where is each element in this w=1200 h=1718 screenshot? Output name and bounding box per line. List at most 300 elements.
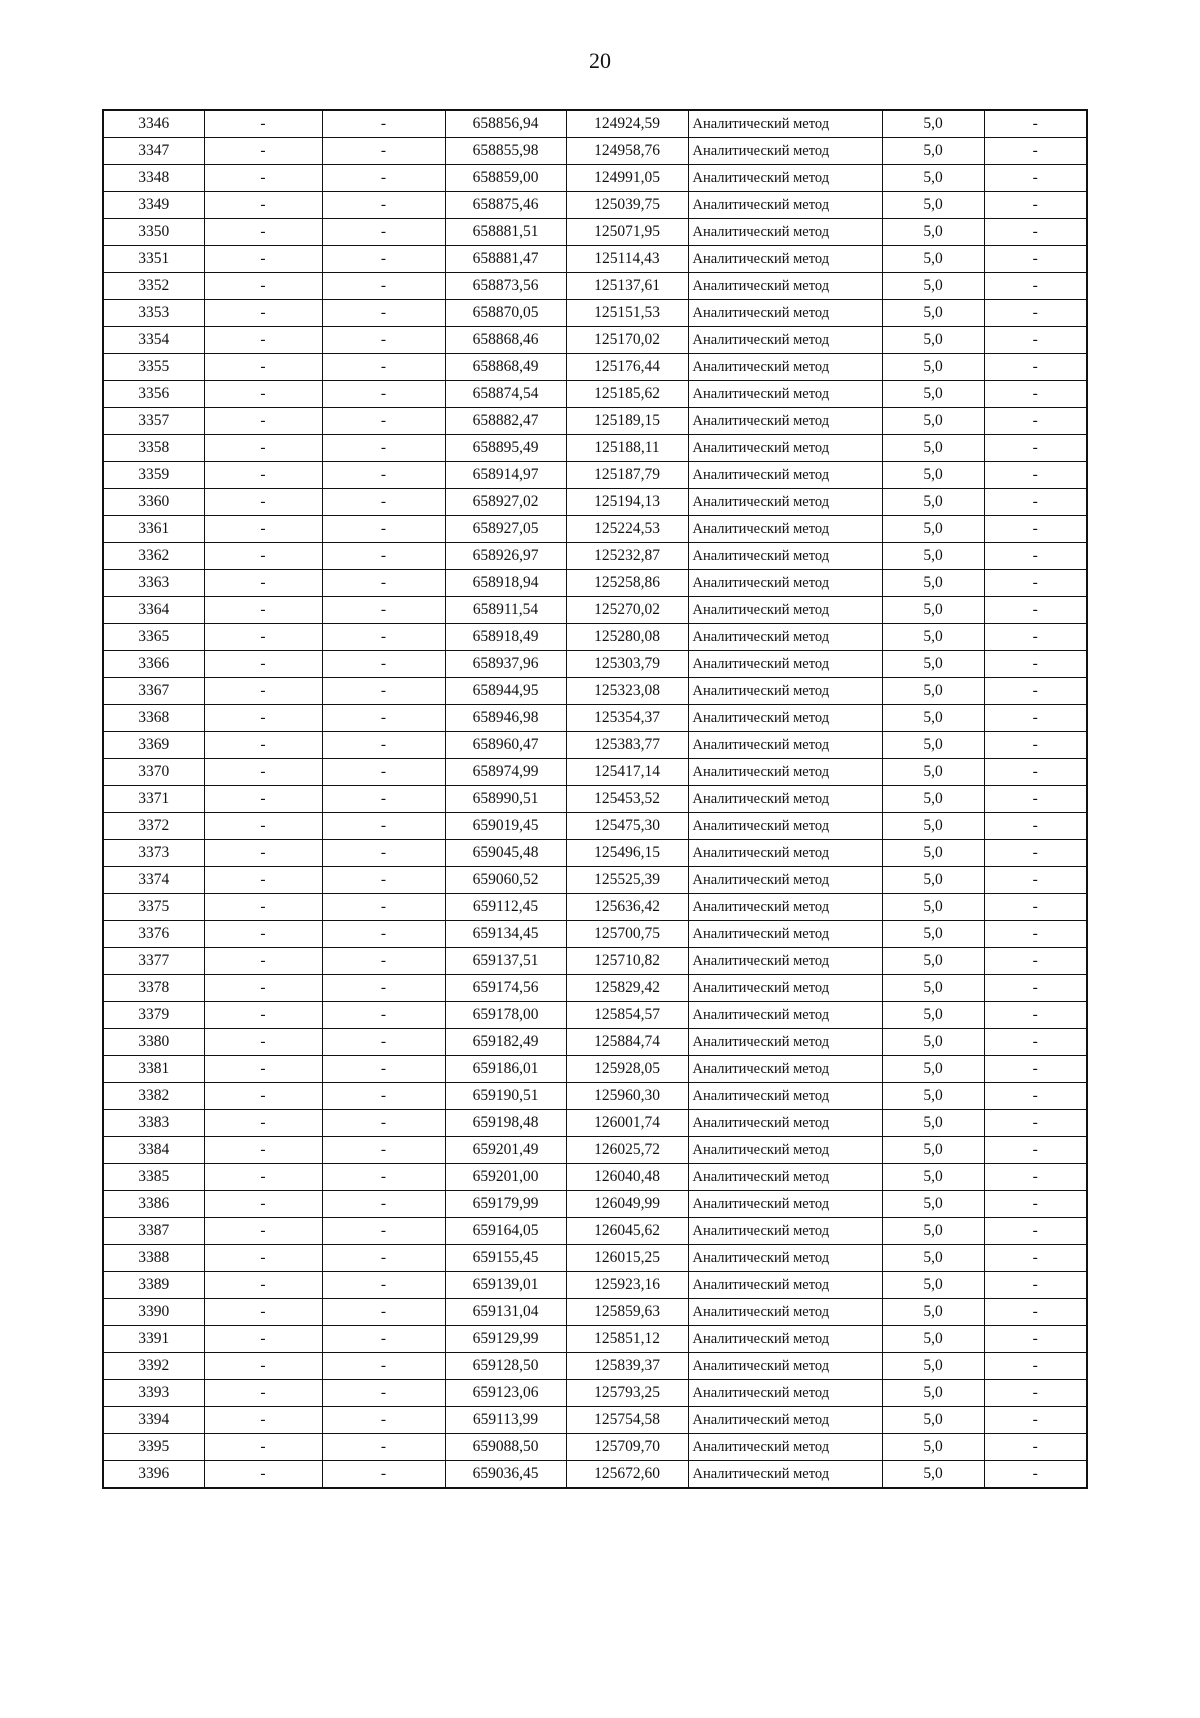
accuracy-cell: 5,0	[882, 327, 984, 354]
method-cell: Аналитический метод	[688, 1434, 882, 1461]
dash-cell: -	[322, 1299, 445, 1326]
method-cell: Аналитический метод	[688, 219, 882, 246]
dash-cell: -	[984, 597, 1087, 624]
dash-cell: -	[984, 327, 1087, 354]
method-cell: Аналитический метод	[688, 840, 882, 867]
y-coordinate-cell: 125383,77	[566, 732, 688, 759]
y-coordinate-cell: 125323,08	[566, 678, 688, 705]
y-coordinate-cell: 125185,62	[566, 381, 688, 408]
dash-cell: -	[984, 705, 1087, 732]
dash-cell: -	[204, 1353, 322, 1380]
method-cell: Аналитический метод	[688, 165, 882, 192]
table-row	[103, 516, 1087, 543]
dash-cell: -	[204, 1407, 322, 1434]
method-cell: Аналитический метод	[688, 678, 882, 705]
dash-cell: -	[322, 813, 445, 840]
accuracy-cell: 5,0	[882, 1137, 984, 1164]
table-row	[103, 651, 1087, 678]
dash-cell: -	[322, 110, 445, 138]
dash-cell: -	[322, 759, 445, 786]
method-cell: Аналитический метод	[688, 246, 882, 273]
y-coordinate-cell: 126015,25	[566, 1245, 688, 1272]
method-cell: Аналитический метод	[688, 867, 882, 894]
method-cell: Аналитический метод	[688, 1029, 882, 1056]
dash-cell: -	[204, 705, 322, 732]
dash-cell: -	[984, 732, 1087, 759]
x-coordinate-cell: 658946,98	[445, 705, 566, 732]
point-number-cell: 3375	[103, 894, 204, 921]
x-coordinate-cell: 659198,48	[445, 1110, 566, 1137]
dash-cell: -	[984, 1434, 1087, 1461]
y-coordinate-cell: 126045,62	[566, 1218, 688, 1245]
point-number-cell: 3380	[103, 1029, 204, 1056]
table-row	[103, 138, 1087, 165]
dash-cell: -	[322, 1353, 445, 1380]
x-coordinate-cell: 659131,04	[445, 1299, 566, 1326]
accuracy-cell: 5,0	[882, 732, 984, 759]
accuracy-cell: 5,0	[882, 165, 984, 192]
dash-cell: -	[204, 894, 322, 921]
x-coordinate-cell: 658927,02	[445, 489, 566, 516]
accuracy-cell: 5,0	[882, 759, 984, 786]
dash-cell: -	[322, 867, 445, 894]
dash-cell: -	[204, 1029, 322, 1056]
dash-cell: -	[984, 921, 1087, 948]
y-coordinate-cell: 124924,59	[566, 110, 688, 138]
point-number-cell: 3373	[103, 840, 204, 867]
dash-cell: -	[984, 1461, 1087, 1489]
point-number-cell: 3371	[103, 786, 204, 813]
dash-cell: -	[204, 381, 322, 408]
y-coordinate-cell: 125700,75	[566, 921, 688, 948]
method-cell: Аналитический метод	[688, 273, 882, 300]
table-row	[103, 1110, 1087, 1137]
accuracy-cell: 5,0	[882, 894, 984, 921]
method-cell: Аналитический метод	[688, 1164, 882, 1191]
x-coordinate-cell: 658855,98	[445, 138, 566, 165]
x-coordinate-cell: 659019,45	[445, 813, 566, 840]
method-cell: Аналитический метод	[688, 435, 882, 462]
table-row	[103, 1380, 1087, 1407]
dash-cell: -	[984, 1326, 1087, 1353]
dash-cell: -	[984, 1353, 1087, 1380]
dash-cell: -	[984, 273, 1087, 300]
dash-cell: -	[322, 1434, 445, 1461]
x-coordinate-cell: 659182,49	[445, 1029, 566, 1056]
dash-cell: -	[204, 1218, 322, 1245]
x-coordinate-cell: 658881,47	[445, 246, 566, 273]
dash-cell: -	[322, 1245, 445, 1272]
accuracy-cell: 5,0	[882, 921, 984, 948]
y-coordinate-cell: 125960,30	[566, 1083, 688, 1110]
method-cell: Аналитический метод	[688, 705, 882, 732]
dash-cell: -	[204, 1434, 322, 1461]
table-row	[103, 165, 1087, 192]
dash-cell: -	[204, 678, 322, 705]
dash-cell: -	[204, 813, 322, 840]
dash-cell: -	[322, 1407, 445, 1434]
accuracy-cell: 5,0	[882, 597, 984, 624]
accuracy-cell: 5,0	[882, 138, 984, 165]
x-coordinate-cell: 659174,56	[445, 975, 566, 1002]
x-coordinate-cell: 658859,00	[445, 165, 566, 192]
dash-cell: -	[322, 435, 445, 462]
y-coordinate-cell: 125839,37	[566, 1353, 688, 1380]
dash-cell: -	[204, 1110, 322, 1137]
dash-cell: -	[984, 570, 1087, 597]
table-row	[103, 840, 1087, 867]
point-number-cell: 3376	[103, 921, 204, 948]
dash-cell: -	[322, 624, 445, 651]
table-row	[103, 786, 1087, 813]
y-coordinate-cell: 125496,15	[566, 840, 688, 867]
dash-cell: -	[322, 1110, 445, 1137]
accuracy-cell: 5,0	[882, 300, 984, 327]
point-number-cell: 3377	[103, 948, 204, 975]
dash-cell: -	[984, 948, 1087, 975]
point-number-cell: 3355	[103, 354, 204, 381]
method-cell: Аналитический метод	[688, 138, 882, 165]
table-row	[103, 219, 1087, 246]
dash-cell: -	[322, 192, 445, 219]
method-cell: Аналитический метод	[688, 516, 882, 543]
accuracy-cell: 5,0	[882, 1191, 984, 1218]
point-number-cell: 3367	[103, 678, 204, 705]
y-coordinate-cell: 125859,63	[566, 1299, 688, 1326]
table-row	[103, 462, 1087, 489]
x-coordinate-cell: 658881,51	[445, 219, 566, 246]
dash-cell: -	[984, 1110, 1087, 1137]
dash-cell: -	[984, 1083, 1087, 1110]
table-row	[103, 1407, 1087, 1434]
x-coordinate-cell: 658927,05	[445, 516, 566, 543]
point-number-cell: 3389	[103, 1272, 204, 1299]
method-cell: Аналитический метод	[688, 354, 882, 381]
dash-cell: -	[984, 462, 1087, 489]
point-number-cell: 3368	[103, 705, 204, 732]
dash-cell: -	[322, 462, 445, 489]
x-coordinate-cell: 658937,96	[445, 651, 566, 678]
x-coordinate-cell: 659164,05	[445, 1218, 566, 1245]
table-row	[103, 894, 1087, 921]
point-number-cell: 3387	[103, 1218, 204, 1245]
table-row	[103, 1218, 1087, 1245]
dash-cell: -	[322, 1137, 445, 1164]
table-row	[103, 948, 1087, 975]
accuracy-cell: 5,0	[882, 1407, 984, 1434]
accuracy-cell: 5,0	[882, 1353, 984, 1380]
point-number-cell: 3347	[103, 138, 204, 165]
x-coordinate-cell: 658974,99	[445, 759, 566, 786]
point-number-cell: 3348	[103, 165, 204, 192]
y-coordinate-cell: 125176,44	[566, 354, 688, 381]
y-coordinate-cell: 125923,16	[566, 1272, 688, 1299]
dash-cell: -	[204, 1245, 322, 1272]
dash-cell: -	[322, 408, 445, 435]
x-coordinate-cell: 658990,51	[445, 786, 566, 813]
x-coordinate-cell: 659036,45	[445, 1461, 566, 1489]
point-number-cell: 3374	[103, 867, 204, 894]
x-coordinate-cell: 659123,06	[445, 1380, 566, 1407]
table-row	[103, 1137, 1087, 1164]
dash-cell: -	[984, 381, 1087, 408]
point-number-cell: 3354	[103, 327, 204, 354]
table-body	[103, 110, 1087, 1488]
x-coordinate-cell: 658856,94	[445, 110, 566, 138]
accuracy-cell: 5,0	[882, 246, 984, 273]
y-coordinate-cell: 125475,30	[566, 813, 688, 840]
point-number-cell: 3360	[103, 489, 204, 516]
dash-cell: -	[204, 624, 322, 651]
dash-cell: -	[204, 759, 322, 786]
accuracy-cell: 5,0	[882, 1083, 984, 1110]
dash-cell: -	[204, 1191, 322, 1218]
accuracy-cell: 5,0	[882, 110, 984, 138]
dash-cell: -	[204, 1137, 322, 1164]
x-coordinate-cell: 659155,45	[445, 1245, 566, 1272]
y-coordinate-cell: 125710,82	[566, 948, 688, 975]
dash-cell: -	[204, 1380, 322, 1407]
x-coordinate-cell: 659128,50	[445, 1353, 566, 1380]
table-row	[103, 678, 1087, 705]
dash-cell: -	[984, 651, 1087, 678]
point-number-cell: 3378	[103, 975, 204, 1002]
point-number-cell: 3388	[103, 1245, 204, 1272]
dash-cell: -	[322, 1083, 445, 1110]
x-coordinate-cell: 658944,95	[445, 678, 566, 705]
y-coordinate-cell: 125851,12	[566, 1326, 688, 1353]
y-coordinate-cell: 125258,86	[566, 570, 688, 597]
dash-cell: -	[322, 1461, 445, 1489]
accuracy-cell: 5,0	[882, 381, 984, 408]
x-coordinate-cell: 659201,00	[445, 1164, 566, 1191]
dash-cell: -	[984, 219, 1087, 246]
table-row	[103, 624, 1087, 651]
dash-cell: -	[322, 543, 445, 570]
dash-cell: -	[984, 867, 1087, 894]
dash-cell: -	[204, 192, 322, 219]
accuracy-cell: 5,0	[882, 462, 984, 489]
y-coordinate-cell: 125187,79	[566, 462, 688, 489]
dash-cell: -	[984, 516, 1087, 543]
dash-cell: -	[322, 138, 445, 165]
y-coordinate-cell: 125189,15	[566, 408, 688, 435]
method-cell: Аналитический метод	[688, 300, 882, 327]
point-number-cell: 3379	[103, 1002, 204, 1029]
dash-cell: -	[204, 327, 322, 354]
y-coordinate-cell: 125270,02	[566, 597, 688, 624]
dash-cell: -	[204, 1002, 322, 1029]
method-cell: Аналитический метод	[688, 921, 882, 948]
dash-cell: -	[322, 1164, 445, 1191]
dash-cell: -	[204, 489, 322, 516]
dash-cell: -	[204, 462, 322, 489]
table-row	[103, 975, 1087, 1002]
y-coordinate-cell: 125039,75	[566, 192, 688, 219]
accuracy-cell: 5,0	[882, 867, 984, 894]
dash-cell: -	[322, 732, 445, 759]
y-coordinate-cell: 125280,08	[566, 624, 688, 651]
dash-cell: -	[984, 1380, 1087, 1407]
dash-cell: -	[204, 273, 322, 300]
method-cell: Аналитический метод	[688, 759, 882, 786]
dash-cell: -	[984, 840, 1087, 867]
point-number-cell: 3363	[103, 570, 204, 597]
method-cell: Аналитический метод	[688, 1380, 882, 1407]
dash-cell: -	[204, 300, 322, 327]
dash-cell: -	[204, 408, 322, 435]
dash-cell: -	[322, 651, 445, 678]
method-cell: Аналитический метод	[688, 1056, 882, 1083]
accuracy-cell: 5,0	[882, 1029, 984, 1056]
dash-cell: -	[204, 1461, 322, 1489]
table-row	[103, 1245, 1087, 1272]
dash-cell: -	[984, 165, 1087, 192]
accuracy-cell: 5,0	[882, 624, 984, 651]
table-row	[103, 246, 1087, 273]
point-number-cell: 3352	[103, 273, 204, 300]
accuracy-cell: 5,0	[882, 408, 984, 435]
method-cell: Аналитический метод	[688, 1272, 882, 1299]
method-cell: Аналитический метод	[688, 1110, 882, 1137]
dash-cell: -	[204, 651, 322, 678]
x-coordinate-cell: 658918,94	[445, 570, 566, 597]
dash-cell: -	[984, 489, 1087, 516]
method-cell: Аналитический метод	[688, 1137, 882, 1164]
y-coordinate-cell: 125224,53	[566, 516, 688, 543]
y-coordinate-cell: 125754,58	[566, 1407, 688, 1434]
table-row	[103, 1083, 1087, 1110]
dash-cell: -	[322, 219, 445, 246]
accuracy-cell: 5,0	[882, 489, 984, 516]
dash-cell: -	[984, 110, 1087, 138]
table-row	[103, 1434, 1087, 1461]
dash-cell: -	[984, 975, 1087, 1002]
x-coordinate-cell: 659045,48	[445, 840, 566, 867]
dash-cell: -	[984, 1218, 1087, 1245]
dash-cell: -	[984, 678, 1087, 705]
dash-cell: -	[322, 786, 445, 813]
dash-cell: -	[322, 273, 445, 300]
dash-cell: -	[322, 921, 445, 948]
table-row	[103, 435, 1087, 462]
table-row	[103, 570, 1087, 597]
table-row	[103, 1002, 1087, 1029]
point-number-cell: 3390	[103, 1299, 204, 1326]
dash-cell: -	[322, 489, 445, 516]
x-coordinate-cell: 658875,46	[445, 192, 566, 219]
x-coordinate-cell: 659129,99	[445, 1326, 566, 1353]
dash-cell: -	[322, 894, 445, 921]
dash-cell: -	[204, 1272, 322, 1299]
dash-cell: -	[984, 624, 1087, 651]
point-number-cell: 3361	[103, 516, 204, 543]
page-number: 20	[589, 48, 611, 73]
x-coordinate-cell: 658868,49	[445, 354, 566, 381]
dash-cell: -	[204, 1164, 322, 1191]
point-number-cell: 3358	[103, 435, 204, 462]
y-coordinate-cell: 125303,79	[566, 651, 688, 678]
accuracy-cell: 5,0	[882, 948, 984, 975]
dash-cell: -	[984, 354, 1087, 381]
x-coordinate-cell: 659186,01	[445, 1056, 566, 1083]
x-coordinate-cell: 659112,45	[445, 894, 566, 921]
x-coordinate-cell: 659179,99	[445, 1191, 566, 1218]
y-coordinate-cell: 125829,42	[566, 975, 688, 1002]
dash-cell: -	[984, 246, 1087, 273]
table-row	[103, 1164, 1087, 1191]
dash-cell: -	[322, 678, 445, 705]
x-coordinate-cell: 659201,49	[445, 1137, 566, 1164]
dash-cell: -	[322, 1380, 445, 1407]
method-cell: Аналитический метод	[688, 894, 882, 921]
accuracy-cell: 5,0	[882, 192, 984, 219]
dash-cell: -	[984, 408, 1087, 435]
point-number-cell: 3396	[103, 1461, 204, 1489]
table-row	[103, 732, 1087, 759]
dash-cell: -	[204, 867, 322, 894]
dash-cell: -	[984, 1137, 1087, 1164]
dash-cell: -	[204, 597, 322, 624]
y-coordinate-cell: 125709,70	[566, 1434, 688, 1461]
table-row	[103, 1056, 1087, 1083]
method-cell: Аналитический метод	[688, 408, 882, 435]
x-coordinate-cell: 659060,52	[445, 867, 566, 894]
dash-cell: -	[204, 110, 322, 138]
method-cell: Аналитический метод	[688, 192, 882, 219]
point-number-cell: 3391	[103, 1326, 204, 1353]
dash-cell: -	[204, 435, 322, 462]
dash-cell: -	[322, 381, 445, 408]
accuracy-cell: 5,0	[882, 570, 984, 597]
point-number-cell: 3392	[103, 1353, 204, 1380]
y-coordinate-cell: 125137,61	[566, 273, 688, 300]
accuracy-cell: 5,0	[882, 1326, 984, 1353]
y-coordinate-cell: 125854,57	[566, 1002, 688, 1029]
dash-cell: -	[322, 975, 445, 1002]
table-row	[103, 192, 1087, 219]
method-cell: Аналитический метод	[688, 1407, 882, 1434]
point-number-cell: 3357	[103, 408, 204, 435]
accuracy-cell: 5,0	[882, 705, 984, 732]
accuracy-cell: 5,0	[882, 516, 984, 543]
table-row	[103, 1191, 1087, 1218]
dash-cell: -	[322, 1029, 445, 1056]
point-number-cell: 3382	[103, 1083, 204, 1110]
y-coordinate-cell: 126040,48	[566, 1164, 688, 1191]
accuracy-cell: 5,0	[882, 1272, 984, 1299]
point-number-cell: 3370	[103, 759, 204, 786]
x-coordinate-cell: 659178,00	[445, 1002, 566, 1029]
table-row	[103, 1353, 1087, 1380]
accuracy-cell: 5,0	[882, 1380, 984, 1407]
dash-cell: -	[322, 1218, 445, 1245]
table-row	[103, 1029, 1087, 1056]
dash-cell: -	[322, 1002, 445, 1029]
dash-cell: -	[204, 1083, 322, 1110]
dash-cell: -	[204, 570, 322, 597]
accuracy-cell: 5,0	[882, 813, 984, 840]
y-coordinate-cell: 125114,43	[566, 246, 688, 273]
method-cell: Аналитический метод	[688, 381, 882, 408]
y-coordinate-cell: 125151,53	[566, 300, 688, 327]
dash-cell: -	[204, 786, 322, 813]
dash-cell: -	[984, 543, 1087, 570]
table-row	[103, 1461, 1087, 1489]
table-row	[103, 867, 1087, 894]
y-coordinate-cell: 126025,72	[566, 1137, 688, 1164]
method-cell: Аналитический метод	[688, 975, 882, 1002]
